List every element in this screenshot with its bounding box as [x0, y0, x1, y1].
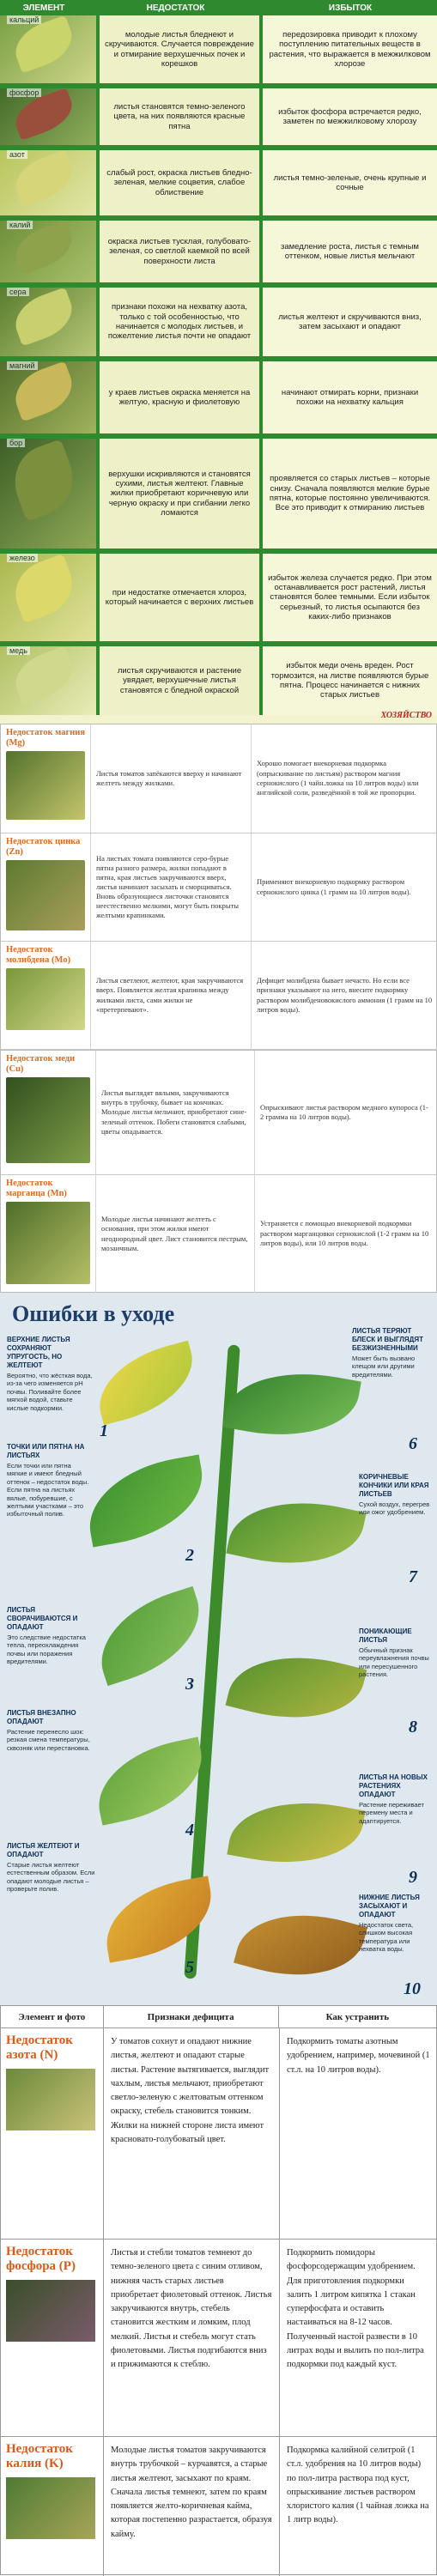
care-note — [7, 1606, 93, 1666]
symptom-cell: Листья выглядят вялыми, закручиваются внутрь в трубочку, бывает на кончиках. Молодые листья мельчают, приобретают сине-зеленый оттенок. Побеги становятся слабыми, цветы опадывается. — [95, 1051, 254, 1174]
deficit-cell: при недостатке отмечается хлороз, который начинается с верхних листьев — [96, 554, 259, 641]
header-element: ЭЛЕМЕНТ — [22, 3, 65, 13]
symptom-cell: У томатов сохнут и опадают нижние листья, желтеют и опадают старые листья. Растение вытягивается, выглядит чахлым, листья мельчают, приобретают светло-зеленую с желтоватым оттенком окраску, стебель становится тонким. Жилки на нижней стороне листа имеют красновато-голубоватый цвет. — [104, 2028, 280, 2239]
row-title: Недостаток фосфора (P) — [6, 2245, 76, 2274]
remedy-cell: Применяют внекорневую подкормку раствором сернокислого цинка (1 грамм на 10 литров воды). — [251, 833, 437, 941]
note-number: 1 — [100, 1421, 108, 1440]
spotted-leaf-illustration — [81, 1454, 212, 1547]
symptom-cell: Листья и стебли томатов темнеют до темно-зеленого цвета с синим отливом, нижняя часть старых листьев приобретает фиолетовый оттенок. Листья закручиваются внутрь, стебель становится жестким и ломким, плод мелкий. Листья и стебель могут стать фиолетовыми. Листья подгибаются вниз и прижимаются к стеблю. — [104, 2240, 280, 2436]
excess-cell: замедление роста, листья с темным оттенком, новые листья мельчают — [259, 221, 437, 282]
drooping-leaf-illustration — [226, 1639, 367, 1737]
yellow-leaf-illustration — [88, 1341, 203, 1426]
row-title: Недостаток марганца (Mn) — [6, 1179, 67, 1198]
micro-element-table — [0, 724, 437, 1050]
brown-tip-leaf-illustration — [226, 1486, 366, 1579]
excess-cell: передозировка приводит к плохому поступлению питательных веществ в растения, что выражается в межжилковом хлорозе — [259, 15, 437, 83]
note-heading: ТОЧКИ ИЛИ ПЯТНА НА ЛИСТЬЯХ — [7, 1443, 85, 1459]
leaf-photo — [6, 751, 85, 820]
deficit-cell: листья скручиваются и растение увядает, верхушечные листья становятся с бледной окраской — [96, 646, 259, 715]
note-heading: ЛИСТЬЯ ТЕРЯЮТ БЛЕСК И ВЫГЛЯДЯТ БЕЗЖИЗНЕННЫМИ — [352, 1327, 423, 1352]
element-name: фосфор — [7, 88, 41, 97]
header-element-photo: Элемент и фото — [1, 2006, 104, 2027]
care-note — [359, 1473, 433, 1517]
header-symptoms: Признаки дефицита — [104, 2006, 279, 2027]
element-name: кальций — [7, 15, 41, 24]
element-name: медь — [7, 646, 30, 655]
symptom-cell: На листьях томата появляются серо-бурые пятна разного размера, жилки попадают в пятна, края листьев закручиваются вверх, листья начинают засыхать и сморщиваться. Вновь образующиеся листочки становятся неестественно мелкими, могут быть покрыты желтыми крапинками. — [90, 833, 251, 941]
remedy-cell: Хорошо помогает внекорневая подкормка (опрыскивание по листьям) раствором магния сернокислого (1 чайн.ложка на 10 литров воды) или английской соли, разведённой в той же пропорции. — [251, 724, 437, 833]
element-name: железо — [7, 554, 38, 562]
remedy-cell: Устраняется с помощью внекорневой подкормки раствором марганцовки сернокислой (1-2 грамм на 10 литров воды), или 10 литров воды. — [254, 1175, 436, 1293]
note-body: Растение переживает перемену места и адаптируется. — [359, 1801, 424, 1825]
row-title: Недостаток калия (K) — [6, 2442, 73, 2471]
table-row — [1, 2240, 437, 2437]
care-note — [359, 1627, 433, 1679]
excess-cell: листья желтеют и скручиваются вниз, затем засыхают и опадают — [259, 288, 437, 356]
row-title: Недостаток цинка (Zn) — [6, 837, 81, 857]
deficit-cell: слабый рост, окраска листьев бледно-зеленая, мелкие соцветия, слабое облиствение — [96, 150, 259, 215]
leaf-photo — [0, 15, 96, 83]
row-title: Недостаток молибдена (Mo) — [6, 945, 71, 965]
excess-cell: начинают отмирать корни, признаки похожи на нехватку кальция — [259, 361, 437, 433]
note-number: 7 — [409, 1567, 417, 1586]
yellowing-leaf-illustration — [98, 1876, 220, 1962]
table-row — [0, 554, 437, 641]
table-row — [0, 88, 437, 145]
remedy-cell: Подкормить томаты азотным удобрением, например, мочевиной (1 ст.л. на 10 литров воды). — [287, 2037, 430, 2075]
table-row — [0, 439, 437, 549]
table-row — [1, 1051, 437, 1175]
remedy-cell: Опрыскивают листья раствором медного купороса (1-2 грамма на 10 литров воды). — [254, 1051, 436, 1174]
dull-leaf-illustration — [222, 1360, 361, 1450]
leaf-photo — [0, 150, 96, 215]
note-body: Растение перенесло шок: резкая смена температуры, сквозняк или перестановка. — [7, 1728, 90, 1752]
table-row — [0, 646, 437, 715]
table-row — [0, 15, 437, 83]
note-number: 10 — [404, 1979, 421, 1998]
element-name: азот — [7, 150, 27, 159]
row-title: Недостаток меди (Cu) — [6, 1054, 76, 1074]
table-header — [1, 2006, 436, 2028]
table-row — [0, 361, 437, 433]
infographic-title: Ошибки в уходе — [12, 1301, 175, 1326]
element-name: сера — [7, 288, 29, 296]
leaf-photo — [0, 361, 96, 433]
table-row — [1, 942, 437, 1050]
row-title: Недостаток азота (N) — [6, 2034, 73, 2063]
note-number: 2 — [185, 1546, 194, 1565]
note-body: Вероятно, что жёсткая вода, из-за чего изменяется pH почвы. Поливайте более мягкой водой, ставьте кислые подкормки. — [7, 1372, 93, 1412]
leaf-photo — [6, 1202, 90, 1284]
element-name: бор — [7, 439, 25, 447]
care-note — [352, 1327, 431, 1379]
leaf-photo — [0, 554, 96, 641]
copper-manganese-table — [0, 1050, 437, 1293]
note-body: Это следствие недостатка тепла, переохлаждения почвы или поражения вредителями. — [7, 1633, 86, 1666]
table-row — [1, 1175, 437, 1293]
note-number: 3 — [185, 1675, 194, 1694]
note-heading: НИЖНИЕ ЛИСТЬЯ ЗАСЫХАЮТ И ОПАДАЮТ — [359, 1894, 420, 1918]
header-excess: ИЗБЫТОК — [328, 3, 373, 13]
deficit-cell: признаки похожи на нехватку азота, только с той особенностью, что начинается с молодых листьев, и пожелтение листья почти не опадают — [96, 288, 259, 356]
note-heading: ЛИСТЬЯ ЖЕЛТЕЮТ И ОПАДАЮТ — [7, 1842, 80, 1858]
watermark-label: ХОЗЯЙСТВО — [380, 711, 432, 720]
care-note — [7, 1336, 94, 1412]
deficit-cell: у краев листьев окраска меняется на желтую, красную и фиолетовую — [96, 361, 259, 433]
falling-leaf-illustration — [88, 1737, 211, 1825]
note-body: Обычный признак переувлажнения почвы или пересушенного растения. — [359, 1646, 429, 1679]
leaf-photo — [0, 221, 96, 282]
care-note — [359, 1894, 433, 1954]
header-remedy: Как устранить — [325, 2011, 390, 2022]
leaf-photo — [6, 2069, 95, 2131]
deficiency-table — [0, 2005, 437, 2575]
care-note — [7, 1443, 93, 1518]
row-title: Недостаток магния (Mg) — [6, 728, 85, 748]
table-row — [0, 288, 437, 356]
note-heading: ПОНИКАЮЩИЕ ЛИСТЬЯ — [359, 1627, 412, 1644]
table-row — [1, 833, 437, 942]
remedy-cell: Дефицит молибдена бывает нечасто. Но если все признаки указывают на него, внесите подкормку раствором молибденовокислого аммония (1 грамм на 10 литров воды). — [251, 942, 437, 1049]
note-number: 5 — [185, 1958, 194, 1977]
leaf-photo — [0, 288, 96, 356]
table-row — [1, 2028, 437, 2240]
excess-cell: проявляется со старых листьев – которые снизу. Сначала появляются мелкие бурые пятна, которые постоянно увеличиваются. Все это приводит к отмиранию листьев — [259, 439, 437, 549]
table-row — [1, 2437, 437, 2576]
leaf-photo — [6, 2280, 95, 2342]
element-table — [0, 0, 437, 724]
care-note — [7, 1842, 100, 1894]
care-mistakes-infographic — [0, 1293, 437, 2005]
deficit-cell: листья становятся темно-зеленого цвета, на них появляются красные пятна — [96, 88, 259, 145]
element-name: магний — [7, 361, 38, 370]
leaf-photo — [0, 88, 96, 145]
note-body: Может быть вызвано клещом или другими вредителями. — [352, 1355, 416, 1379]
dry-leaf-illustration — [234, 1896, 367, 1994]
note-body: Если точки или пятна мягкие и имеют бледный оттенок – недостаток воды. Если пятна на листьях вялые, побуревшие, с желтыми участками – это избыточный полив. — [7, 1462, 89, 1518]
symptom-cell: Листья томатов запёкаются вверху и начинают желтеть между жилками. — [90, 724, 251, 833]
note-number: 4 — [185, 1821, 194, 1840]
deficit-cell: окраска листьев тусклая, голубовато-зеленая, со светлой каемкой по всей поверхности листа — [96, 221, 259, 282]
curled-leaf-illustration — [87, 1586, 214, 1686]
note-heading: ЛИСТЬЯ НА НОВЫХ РАСТЕНИЯХ ОПАДАЮТ — [359, 1773, 428, 1798]
note-heading: ЛИСТЬЯ СВОРАЧИВАЮТСЯ И ОПАДАЮТ — [7, 1606, 78, 1631]
note-number: 9 — [409, 1868, 417, 1887]
excess-cell: избыток фосфора встречается редко, заметен по межжилковому хлорозу — [259, 88, 437, 145]
note-number: 8 — [409, 1718, 417, 1737]
header-deficit: НЕДОСТАТОК — [146, 3, 205, 13]
excess-cell: избыток меди очень вреден. Рост тормозится, на листве появляются бурые пятна. Процесс начинается с нижних старых листьев — [259, 646, 437, 715]
remedy-cell: Подкормка калийной селитрой (1 ст.л. удобрения на 10 литров воды) по пол-литра раствора под куст, опрыскивание листьев раствором хлористого калия (1 чайная ложка на 1 литр воды). — [287, 2446, 429, 2525]
care-note — [7, 1709, 93, 1752]
element-name: калий — [7, 221, 33, 229]
note-heading: ЛИСТЬЯ ВНЕЗАПНО ОПАДАЮТ — [7, 1709, 76, 1725]
note-body: Сухой воздух, перегрев или ожог удобрением. — [359, 1500, 430, 1517]
note-body: Недостаток света, слишком высокая температура или нехватка воды. — [359, 1921, 414, 1954]
leaf-photo — [0, 439, 96, 549]
care-note — [359, 1773, 433, 1825]
note-number: 6 — [409, 1434, 417, 1453]
table-row — [1, 724, 437, 833]
leaf-photo — [6, 860, 85, 930]
leaf-photo — [6, 1077, 90, 1163]
note-heading: ВЕРХНИЕ ЛИСТЬЯ СОХРАНЯЮТ УПРУГОСТЬ, НО ЖЕЛТЕЮТ — [7, 1336, 70, 1369]
remedy-cell: Подкормить помидоры фосфорсодержащим удобрением. Для приготовления подкормки залить 1 литром кипятка 1 стакан суперфосфата и оставить настаиваться на 8-12 часов. Полученный настой развести в 10 литрах воды и вылить по пол-литра подкормки под каждый куст. — [287, 2248, 424, 2370]
symptom-cell: Молодые листья томатов закручиваются внутрь трубочкой – курчавятся, а старые листья желтеют, засыхают по краям. Сначала листья темнеют, затем по краям появляется желто-коричневая кайма, которая постепенно разрастается, образуя кайму. — [104, 2437, 280, 2576]
note-body: Старые листья желтеют естественным образом. Если опадают молодые листья – проверьте полив. — [7, 1861, 95, 1894]
leaf-photo — [0, 646, 96, 715]
leaf-photo — [6, 2477, 95, 2539]
leaf-photo — [6, 968, 85, 1030]
note-heading: КОРИЧНЕВЫЕ КОНЧИКИ ИЛИ КРАЯ ЛИСТЬЕВ — [359, 1473, 429, 1498]
excess-cell: листья темно-зеленые, очень крупные и сочные — [259, 150, 437, 215]
symptom-cell: Листья светлеют, желтеют, края закручиваются вверх. Появляется желтая крапинка между жилками листа, сами жилки не «претерпевают». — [90, 942, 251, 1049]
deficit-cell: верхушки искривляются и становятся сухими, листья желтеют. Главные жилки приобретают коричневую или черную окраску и при сгибании легко ломаются — [96, 439, 259, 549]
excess-cell: избыток железа случается редко. При этом останавливается рост растений, листья становятся более темными. Если избыток серьезный, то листья осыпаются без каких-либо признаков — [259, 554, 437, 641]
element-table-header — [0, 0, 437, 15]
deficit-cell: молодые листья бледнеют и скручиваются. Случается повреждение и отмирание верхушечных почек и корешков — [96, 15, 259, 83]
symptom-cell: Молодые листья начинают желтеть с основания, при этом жилки имеют неоднородный цвет. Лист становится пестрым, мозаичным. — [95, 1175, 254, 1293]
new-plant-leaf-illustration — [227, 1789, 365, 1877]
table-row — [0, 150, 437, 215]
table-row — [0, 221, 437, 282]
